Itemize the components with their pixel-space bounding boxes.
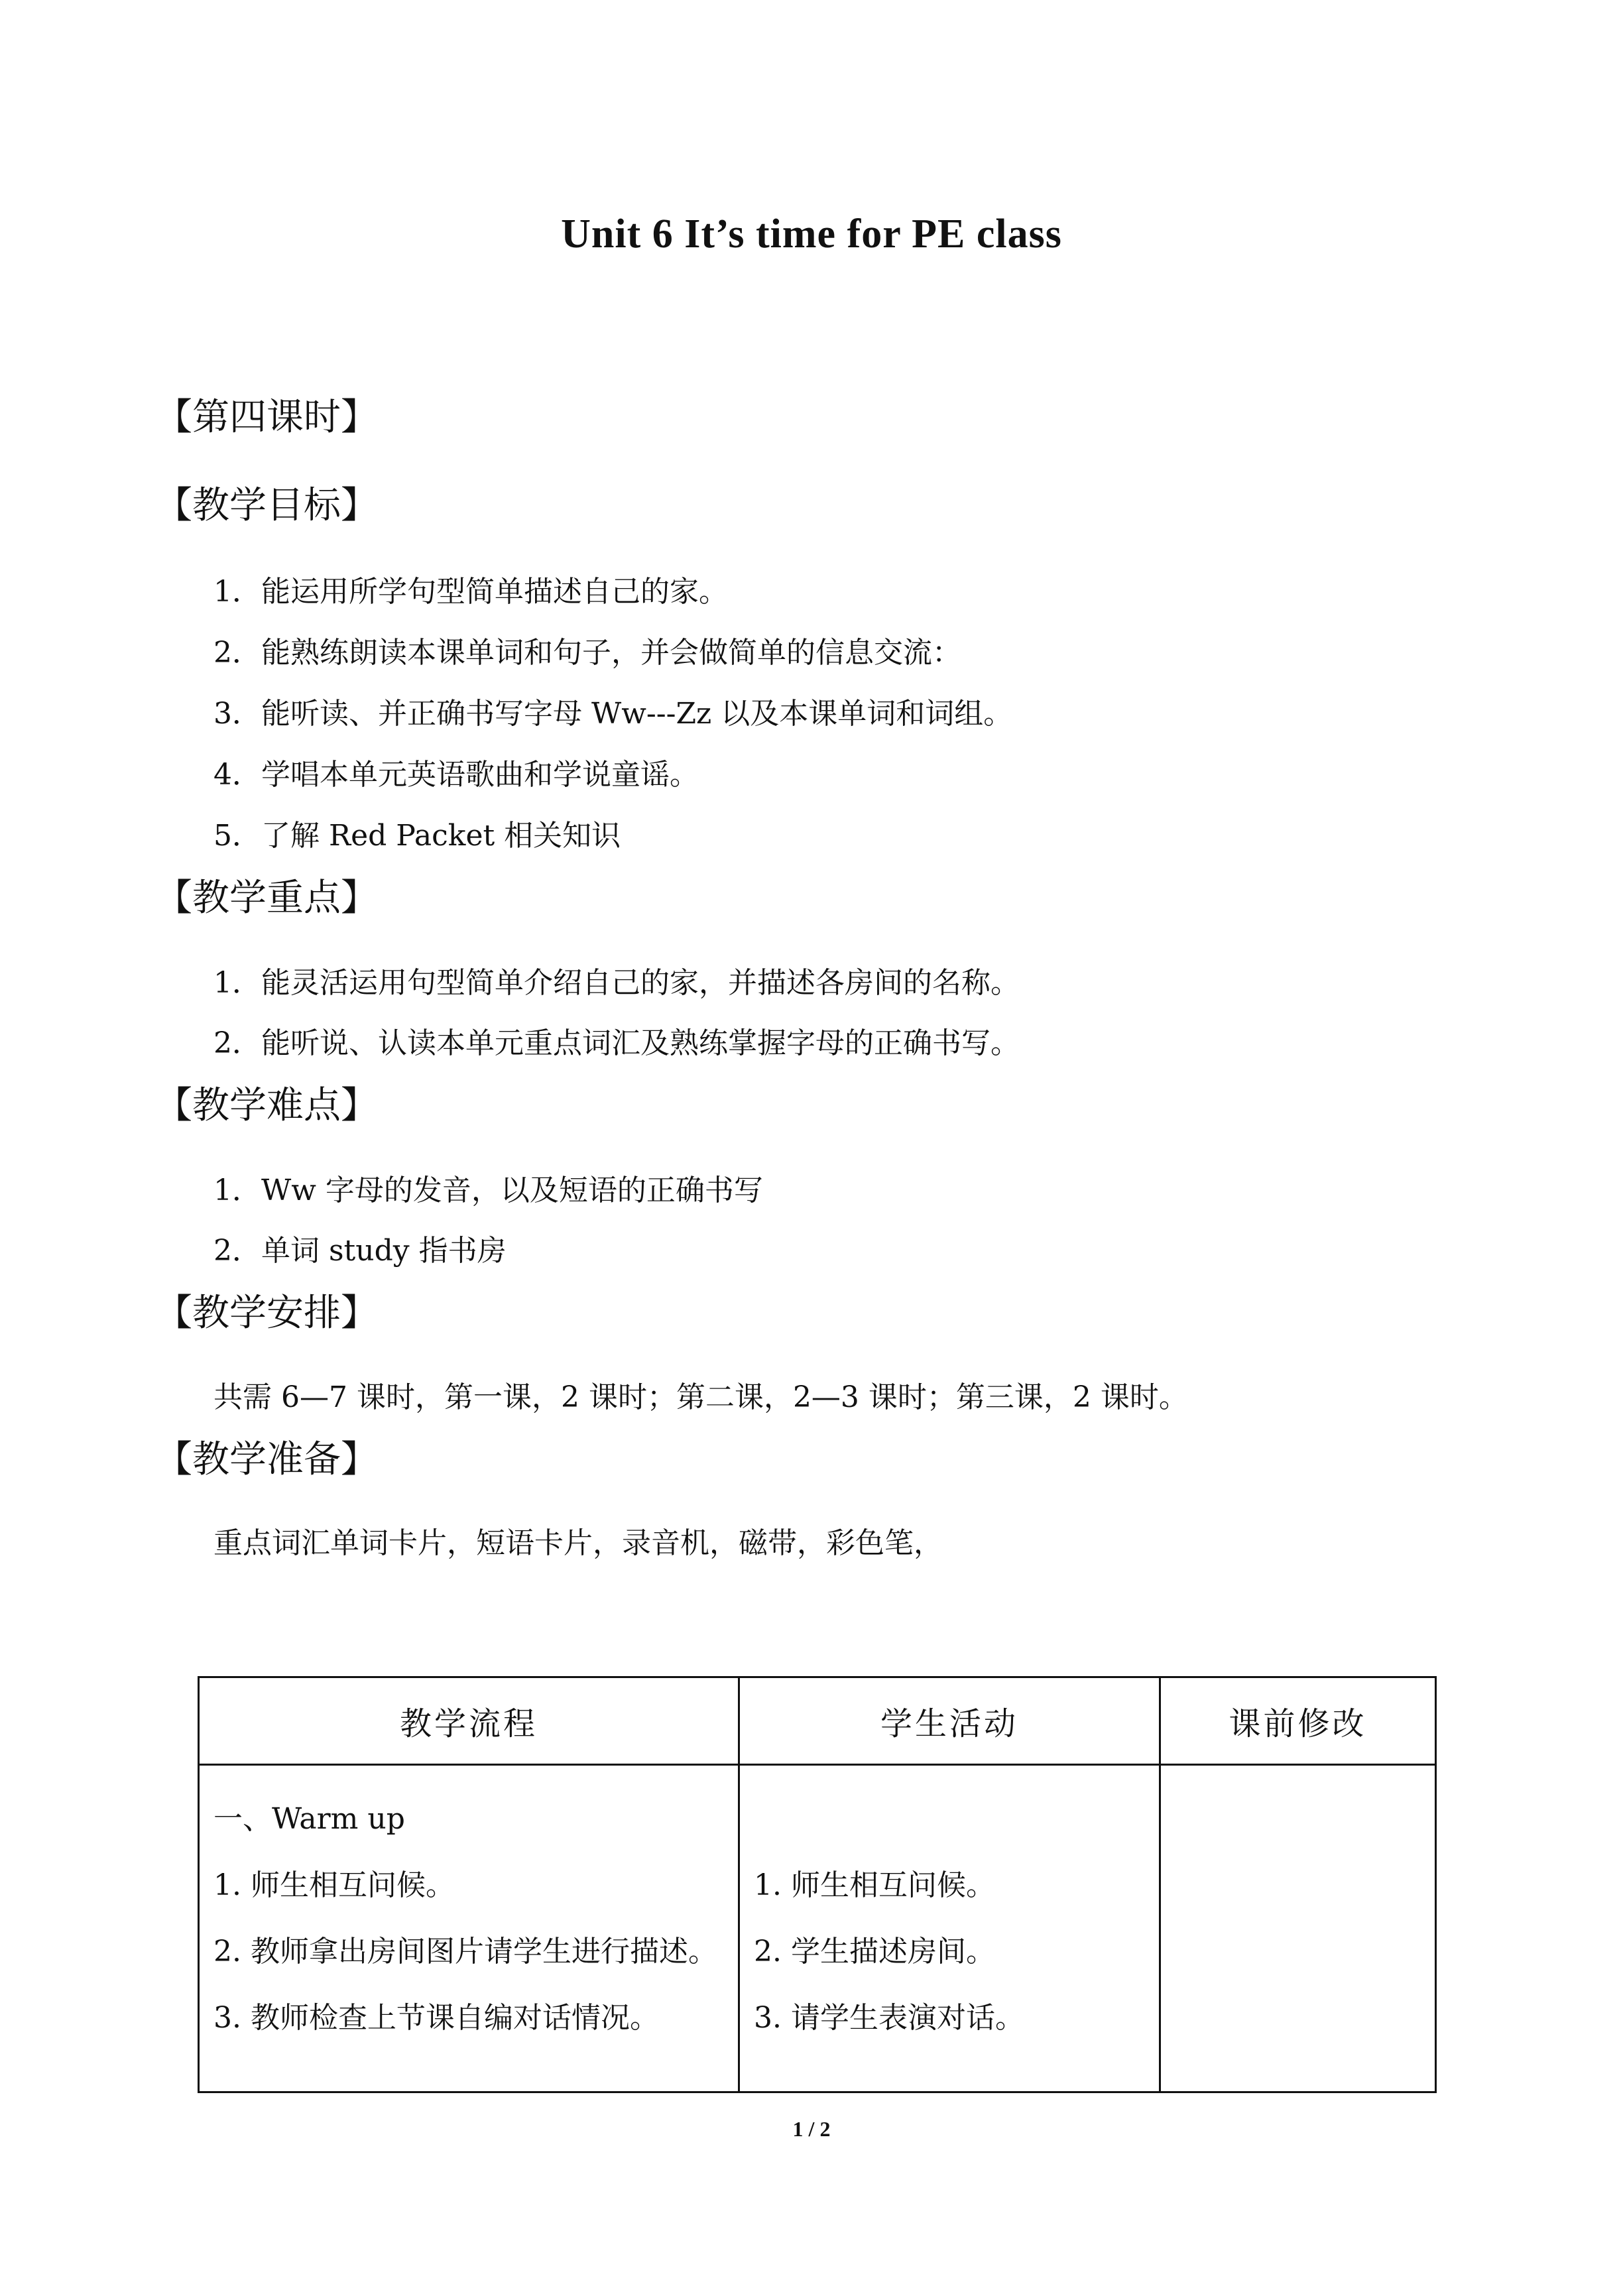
table-header-row	[199, 1677, 1436, 1765]
header-student-activities: 学生活动	[739, 1677, 1160, 1765]
objectives-heading: 【教学目标】	[155, 484, 378, 527]
header-teaching-process: 教学流程	[199, 1677, 739, 1765]
process-line: 1. 师生相互问候。	[213, 1868, 455, 1902]
document-title: Unit 6 It’s time for PE class	[561, 211, 1062, 257]
lesson-label: 【第四课时】	[155, 396, 378, 439]
arrangement-heading: 【教学安排】	[155, 1292, 378, 1335]
difficulty-item: 2．单词 study 指书房	[213, 1234, 507, 1268]
teaching-process-cell	[199, 1765, 739, 2092]
key-point-item: 2．能听说、认读本单元重点词汇及熟练掌握字母的正确书写。	[213, 1026, 1020, 1060]
table-row	[199, 1765, 1436, 2092]
objective-item: 2．能熟练朗读本课单词和句子，并会做简单的信息交流：	[213, 636, 961, 670]
arrangement-text: 共需 6—7 课时，第一课，2 课时；第二课，2—3 课时；第三课，2 课时。	[213, 1380, 1188, 1414]
key-points-heading: 【教学重点】	[155, 876, 378, 920]
process-line: 2. 教师拿出房间图片请学生进行描述。	[213, 1935, 717, 1968]
teaching-flow-table	[198, 1676, 1437, 2093]
objective-item: 1．能运用所学句型简单描述自己的家。	[213, 575, 728, 609]
header-revision: 课前修改	[1160, 1677, 1436, 1765]
preparation-heading: 【教学准备】	[155, 1438, 378, 1481]
objective-item: 4．学唱本单元英语歌曲和学说童谣。	[213, 758, 699, 792]
preparation-text: 重点词汇单词卡片，短语卡片，录音机，磁带，彩色笔，	[213, 1526, 943, 1560]
difficulties-heading: 【教学难点】	[155, 1084, 378, 1127]
revision-cell	[1160, 1765, 1436, 2092]
difficulty-item: 1．Ww 字母的发音，以及短语的正确书写	[213, 1174, 763, 1207]
activity-line: 3. 请学生表演对话。	[754, 2001, 1024, 2035]
page-number: 1 / 2	[792, 2117, 831, 2141]
objective-item: 5．了解 Red Packet 相关知识	[213, 819, 621, 853]
step-title: 一、Warm up	[213, 1802, 405, 1836]
student-activities-cell	[739, 1765, 1160, 2092]
key-point-item: 1．能灵活运用句型简单介绍自己的家，并描述各房间的名称。	[213, 966, 1020, 1000]
activity-line: 1. 师生相互问候。	[754, 1868, 995, 1902]
objective-item: 3．能听读、并正确书写字母 Ww---Zz 以及本课单词和词组。	[213, 697, 1013, 731]
process-line: 3. 教师检查上节课自编对话情况。	[213, 2001, 659, 2035]
activity-line: 2. 学生描述房间。	[754, 1935, 995, 1968]
